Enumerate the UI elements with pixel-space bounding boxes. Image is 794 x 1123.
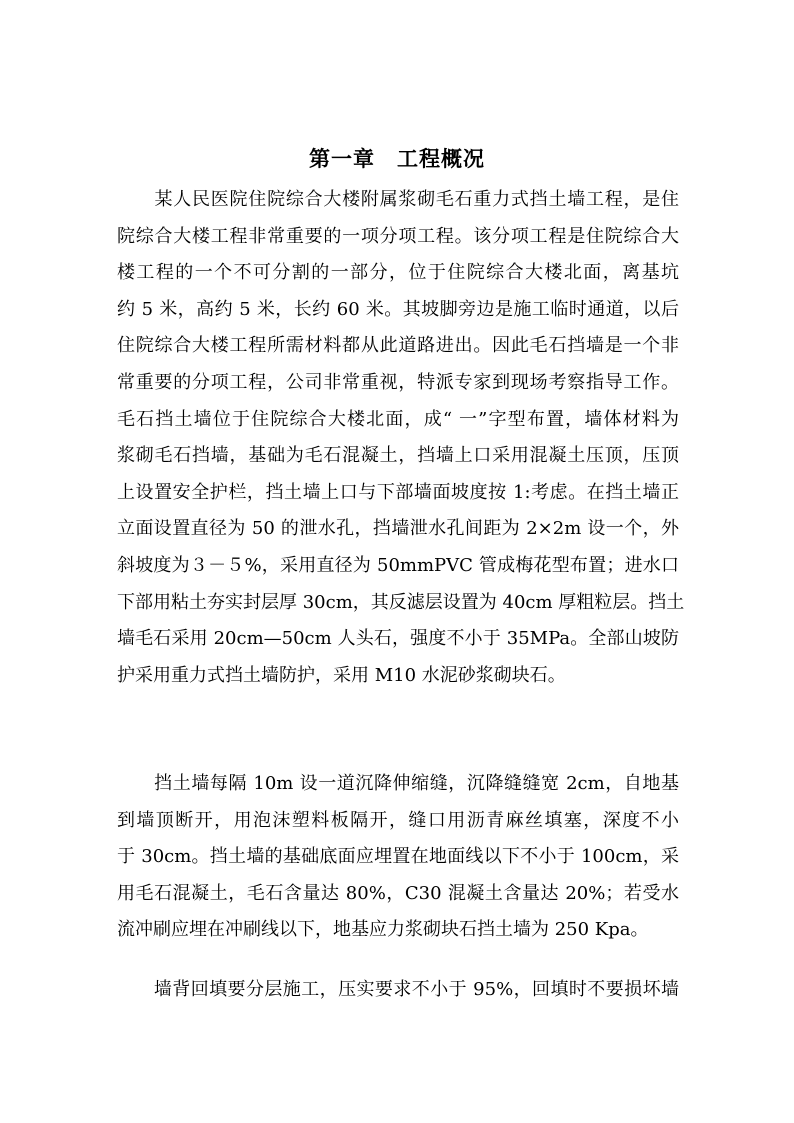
paragraph-overview (117, 182, 685, 694)
paragraph-settlement-joint (117, 766, 679, 949)
text-line: 常重要的分项工程，公司非常重视，特派专家到现场考察指导工作。 (117, 371, 679, 393)
text-line: 住院综合大楼工程所需材料都从此道路进出。因此毛石挡墙是一个非 (117, 335, 679, 357)
text-line: 下部用粘土夯实封层厚 30cm，其反滤层设置为 40cm 厚粗粒层。挡土 (117, 591, 685, 613)
text-line: 墙毛石采用 20cm—50cm 人头石，强度不小于 35MPa。全部山坡防 (117, 628, 679, 650)
text-line: 某人民医院住院综合大楼附属浆砌毛石重力式挡土墙工程，是住 (117, 189, 679, 210)
text-line: 楼工程的一个不可分割的一部分，位于住院综合大楼北面，离基坑 (117, 262, 679, 284)
text-line: 浆砌毛石挡墙，基础为毛石混凝土，挡墙上口采用混凝土压顶，压顶 (117, 445, 679, 467)
text-line: 院综合大楼工程非常重要的一项分项工程。该分项工程是住院综合大 (117, 225, 679, 247)
text-line: 墙背回填要分层施工，压实要求不小于 95%，回填时不要损坏墙 (117, 979, 679, 1000)
text-line: 流冲刷应埋在冲刷线以下，地基应力浆砌块石挡土墙为 250 Kpa。 (117, 919, 649, 941)
text-line: 用毛石混凝土，毛石含量达 80%，C30 混凝土含量达 20%；若受水 (117, 882, 679, 904)
text-line: 护采用重力式挡土墙防护，采用 M10 水泥砂浆砌块石。 (117, 664, 566, 686)
paragraph-backfill (117, 972, 679, 1009)
text-line: 到墙顶断开，用泡沫塑料板隔开，缝口用沥青麻丝填塞，深度不小 (117, 809, 679, 831)
text-line: 上设置安全护栏，挡土墙上口与下部墙面坡度按 1:考虑。在挡土墙正 (117, 481, 679, 503)
text-line: 约 5 米，高约 5 米，长约 60 米。其坡脚旁边是施工临时通道，以后 (117, 298, 679, 320)
chapter-title: 第一章 工程概况 (309, 146, 485, 171)
text-line: 挡土墙每隔 10m 设一道沉降伸缩缝，沉降缝缝宽 2cm，自地基 (117, 773, 679, 794)
text-line: 斜坡度为３－５%，采用直径为 50mmPVC 管成梅花型布置；进水口 (117, 554, 679, 576)
text-line: 于 30cm。挡土墙的基础底面应埋置在地面线以下不小于 100cm，采 (117, 846, 679, 868)
text-line: 立面设置直径为 50 的泄水孔，挡墙泄水孔间距为 2×2m 设一个，外 (117, 518, 679, 540)
text-line: 毛石挡土墙位于住院综合大楼北面，成“ 一”字型布置，墙体材料为 (117, 408, 679, 430)
